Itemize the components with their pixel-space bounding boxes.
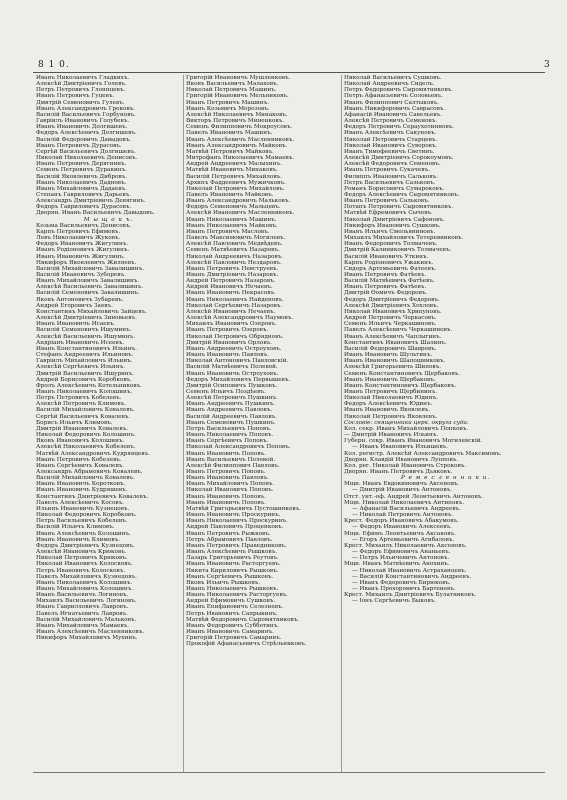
name-entry: Дворян. Иванъ Васильевичъ Давыдовъ. [36, 210, 155, 217]
name-entry: Николай Петровичъ Обрядновъ. [186, 333, 284, 340]
name-entry: Иванъ Алексѣевичъ Сакуновъ. [344, 130, 437, 137]
name-entry: Николай Дмитріевичъ Сафоновъ. [344, 216, 445, 223]
name-entry: Иванъ Ивановичъ Поповъ. [186, 450, 266, 457]
name-entry: Матвѣй Григорьевичъ Пустошинковъ. [186, 505, 302, 512]
name-entry: Василій Петровичъ Михайловъ. [186, 173, 282, 180]
name-entry: Иванъ Тимофеевичъ Светинъ. [344, 148, 435, 155]
name-entry: Яковъ Антоновичъ Зубаревъ. [36, 296, 124, 303]
name-entry: Федоръ Ивановичъ Жигулинъ. [36, 241, 129, 248]
name-entry: Дмитрій Осиповичъ Пушковъ. [186, 382, 278, 389]
name-entry: Иванъ Ивановичъ Климовъ. [36, 536, 120, 543]
name-entry: Мщн. Иванъ Матвѣевичъ Анохинъ. [344, 561, 450, 568]
name-entry: Александръ Абрамовичъ Ковалевъ. [36, 469, 143, 475]
name-entry: Алексѣй Григорьевичъ Шиповъ. [344, 364, 442, 371]
name-entry: Алексѣй Ивановичъ Масленниковъ. [186, 210, 295, 217]
name-entry: Семенъ Ильичъ Черкашиновъ. [344, 321, 437, 328]
name-entry: Яковъ Ивановичъ Колошинъ. [36, 438, 125, 445]
name-entry: — Дмитрій Ивановичъ Ильинъ. [344, 432, 439, 439]
name-entry: Павелъ Максимовичъ Могилевъ. [186, 235, 286, 242]
name-entry: Иванъ Ивановичъ Кудряшевъ. [36, 487, 128, 494]
name-entry: Иванъ Васильевичъ Логиновъ. [36, 592, 129, 599]
name-entry: Федоръ Алексѣевичъ Долгишевъ. [36, 130, 137, 137]
name-entry: Иванъ Николаевичъ Колошинъ. [36, 388, 133, 395]
name-entry: Фролъ Алексѣевичъ Котельниковъ. [36, 382, 143, 389]
name-entry: Федоръ Семеновичъ Мальцевъ. [186, 204, 281, 211]
name-entry: Иванъ Петровичъ Дурасовъ. [36, 142, 122, 149]
name-entry: Григорій Ивановичъ Мушленковъ. [186, 75, 291, 81]
name-entry: Николай Петровичъ Машинъ. [186, 87, 277, 94]
name-entry: Иванъ Козьмичъ Морозовъ. [186, 105, 270, 112]
name-entry: Иванъ Ивановичъ Расторгуевъ. [186, 561, 281, 568]
name-entry: Кол. регистр. Алексѣй Александровичъ Максимовъ. [344, 450, 502, 457]
name-entry: Алексѣй Дмитріевичъ Сорокоумовъ. [344, 155, 454, 162]
name-entry: Михаилъ Михайловичъ Тетеревниковъ. [344, 235, 464, 242]
name-entry: Алексѣй Николаевичъ Кобелевъ. [36, 444, 136, 451]
name-entry: Иванъ Гаврилловичъ Лавровъ. [36, 604, 129, 611]
name-entry: Дворян. Клавдій Ивановичъ Лупповъ. [344, 456, 459, 463]
name-entry: Василій Ильичъ Климовъ. [36, 524, 115, 531]
name-entry: Василій Ивановичъ Уткинъ. [344, 253, 429, 260]
name-entry: Матвѣй Ефремовичъ Сычевъ. [344, 210, 433, 217]
name-entry: Иванъ Петровичъ Поповъ. [186, 469, 266, 475]
name-entry: Павелъ Алексѣевичъ Черкашиновъ. [344, 327, 453, 334]
name-entry: Алексѣй Сергѣевичъ Ильинъ. [36, 364, 126, 371]
name-entry: Николай Петровичъ Старцевъ. [344, 136, 438, 143]
name-entry: Иванъ Николаевичъ Машинъ. [186, 216, 277, 223]
name-entry: Николай Петровичъ Михайловъ. [186, 185, 285, 192]
name-entry: Алексѣй Павловичъ Медвѣдевъ. [186, 241, 283, 248]
name-entry: Иванъ Ивановичъ Поповъ. [186, 493, 266, 500]
name-entry: — Егоръ Артемьевичъ Агибаловъ. [352, 536, 455, 543]
name-entry: Борисъ Ильичъ Климовъ. [36, 419, 113, 426]
name-entry: Иванъ Семеновичъ Пушкинъ. [186, 419, 276, 426]
name-entry: Василій Матвѣевичъ Фатѣевъ. [344, 278, 435, 285]
name-entry: Федоръ Гавриловичъ Дурасовъ. [36, 204, 132, 211]
name-entry: Петръ Федоровичъ Сыромятниковъ. [344, 87, 454, 94]
name-entry: Андрей Егоровичъ Заевъ. [36, 302, 113, 309]
name-entry: Филиппъ Ивановичъ Сальковъ. [344, 173, 438, 180]
name-entry: — Иванъ Прохоровичъ Бартеневъ. [352, 585, 456, 592]
name-entry: — Дмитрій Ивановичъ Антоновъ. [352, 487, 452, 494]
name-entry: Иванъ Филиппович Салтыковъ. [344, 99, 439, 106]
name-entry: Алексѣй Дмитріевичъ Голевъ. [36, 81, 127, 88]
name-entry: Петръ Васильевичъ Кобелевъ. [36, 518, 128, 525]
name-entry: Николай Петровичъ Крюковъ. [36, 555, 128, 562]
name-entry: Алексѣй Павловичъ Нездаровъ. [186, 259, 282, 266]
name-entry: — Петръ Ильичевичъ Антоновъ. [352, 555, 450, 562]
name-entry: Иванъ Ивановичъ Поповъ. [186, 499, 266, 506]
name-entry: Григорій Петровичъ Самаринъ. [186, 635, 282, 642]
name-entry: Иванъ Михайловичъ Колошинъ. [36, 585, 134, 592]
name-entry: Иванъ Ивановичъ Исаевъ. [36, 321, 116, 328]
name-entry: Николай Николаевичъ Юдинъ. [344, 395, 438, 402]
name-entry: Андрей Ефимовичъ Сушковъ. [186, 598, 276, 605]
name-entry: Иванъ Александровичъ Майковъ. [186, 142, 288, 149]
name-entry: — Іонъ Сергѣевичъ Быковъ. [352, 598, 437, 605]
name-entry: Иванъ Николаевичъ Майковъ. [186, 222, 278, 229]
name-entry: Иванъ Петровичъ Масловъ. [186, 228, 270, 235]
name-entry: Александръ Дмитріевичъ Девягинъ. [36, 198, 146, 205]
name-entry: Николай Васильевичъ Сушковъ. [344, 75, 442, 81]
name-entry: Иванъ Ивановичъ Некрасовъ. [186, 290, 276, 297]
name-entry: Алексѣй Ивановичъ Нечаевъ. [186, 308, 276, 315]
name-entry: Иванъ Николаевичъ Гладкихъ. [36, 75, 130, 81]
name-entry: Петръ Петровичъ Кобелевъ. [36, 395, 122, 402]
page-header-left: 8 1 0. [38, 60, 70, 70]
name-entry: Мщн. Ефимъ Леонтьевичъ Аксаковъ. [344, 530, 456, 537]
name-entry: Алексѣй Ивановичъ Крюковъ. [36, 549, 127, 556]
name-entry: Андрей Андреевичъ Малыхинъ. [186, 161, 282, 168]
name-entry: Василій Михайловичъ Мальковъ. [36, 616, 137, 623]
name-entry: Василій Федоровичъ Шавровъ. [344, 345, 437, 352]
name-entry: Иванъ Николаевичъ Поповъ. [186, 432, 274, 439]
name-entry: Петръ Ивановичъ Сапрыкинъ. [186, 610, 278, 617]
name-entry: Иванъ Федоровичъ Субботинъ. [186, 622, 280, 629]
name-entry: Василій Семеновичъ Завалишинъ. [36, 290, 140, 297]
name-entry: Губерн. секр. Иванъ Ивановичъ Могилевскій. [344, 438, 483, 445]
name-entry: Мщн. Иванъ Евдокимовичъ Аксеновъ. [344, 481, 460, 488]
name-entry: Кол. секр. Иванъ Михайловичъ Попковъ. [344, 425, 469, 432]
name-entry: — Василій Константиновичъ Андреевъ. [352, 573, 472, 580]
name-entry: Потапъ Петровичъ Сыромятниковъ. [344, 204, 454, 211]
name-entry: Василій Матвѣевичъ Полевой. [186, 364, 278, 371]
name-entry: Федоръ Алексѣевичъ Сыромятниковъ. [344, 191, 460, 198]
name-entry: Кол. рег. Николай Ивановичъ Строковъ. [344, 462, 467, 469]
name-entry: Василій Федоровичъ Давыдовъ. [36, 136, 132, 143]
name-entry: Иванъ Родіоновичъ Жигулинъ. [36, 247, 130, 254]
name-entry: Андрей Борисовичъ Коробковъ. [36, 376, 132, 383]
name-entry: Семенъ Ильичъ Поздѣевъ. [186, 388, 266, 395]
name-entry: Павелъ Алексѣевичъ Косовъ. [36, 499, 125, 506]
name-entry: Константинъ Михайловичъ Зайцевъ. [36, 308, 147, 315]
name-entry: Иванъ Алексѣевичъ Чаплыгинъ. [344, 333, 442, 340]
name-entry: Иванъ Ивановичъ Остроуховъ. [186, 370, 279, 377]
name-entry: Алексѣй Александровичъ Наумовъ. [186, 315, 294, 322]
name-entry: Федоръ Михайловичъ Первышевъ. [186, 376, 291, 383]
name-entry: Иванъ Петровичъ Щербининъ. [344, 388, 437, 395]
name-entry: Иванъ Ивановичъ Самаринъ. [186, 629, 274, 636]
name-entry: Семенъ Матвѣевичъ Назаровъ. [186, 247, 280, 254]
name-entry: Федоръ Алексѣевичъ Юдинъ. [344, 401, 433, 408]
name-entry: Николай Петровичъ Яковлевъ. [344, 413, 438, 420]
name-entry: Константинъ Ивановичъ Шалинъ. [344, 339, 447, 346]
name-entry: Лазарь Григорьевичъ Реутовъ. [186, 555, 279, 562]
name-entry: Иванъ Андреевичъ Пушкинъ. [186, 401, 276, 408]
name-entry: Андріанъ Ивановичъ Исеевъ. [36, 339, 125, 346]
name-entry: Никифоръ Михайловичъ Мухинъ. [36, 635, 138, 642]
name-entry: Иванъ Алексѣевичъ Колошинъ. [36, 530, 131, 537]
name-entry: Иванъ Александровичъ Мальковъ. [186, 198, 291, 205]
name-entry: Иванъ Николаевичъ Дадновъ. [36, 179, 127, 186]
footer-rule [33, 772, 545, 773]
name-entry: Иванъ Андреевичъ Остроуховъ. [186, 345, 282, 352]
name-entry: Иванъ Константиновичъ Щербаковъ. [344, 382, 457, 389]
name-entry: — Федоръ Ивановичъ Алексеевъ. [352, 524, 452, 531]
name-entry: Яковъ Васильевичъ Малаховъ. [186, 81, 279, 88]
name-entry: Иванъ Петровичъ Невструевъ. [186, 265, 279, 272]
name-entry: Павелъ Михайловичъ Кузнецовъ. [36, 573, 137, 580]
name-entry: Иванъ Ивановичъ Яковлевъ. [344, 407, 431, 414]
name-entry: Дмитрій Семеновичъ Гулевъ. [36, 99, 125, 106]
name-entry: Гавріилъ Ивановичъ Голубевъ. [36, 118, 130, 125]
name-entry: Матвѣй Федоровичъ Сыромятниковъ. [186, 616, 300, 623]
name-entry: Федоръ Дмитріевичъ Кузнецовъ. [36, 542, 135, 549]
name-entry: Афанасій Ивановичъ Савельевъ. [344, 111, 442, 118]
name-entry: Никифоръ Яковлевичъ Жиляевъ. [36, 259, 137, 266]
name-entry: Василій Михайловичъ Завалишинъ. [36, 265, 145, 272]
name-entry: Иванъ Николаевичъ Колошинъ. [36, 579, 133, 586]
name-entry: Николай Сергѣевичъ Назаровъ. [186, 302, 283, 309]
name-entry: Гавріилъ Михайловичъ Ильинъ. [36, 358, 133, 365]
name-entry: Иванъ Петровичъ Сукачевъ. [344, 167, 430, 174]
name-entry: Николай Андреевичъ Назаровъ. [186, 253, 284, 260]
name-entry: Иванъ Петровичъ Фатѣевъ. [344, 272, 427, 278]
name-entry: Иванъ Сергѣевичъ Рышковъ. [186, 573, 274, 580]
name-entry: Николай Александровичъ Поповъ. [186, 444, 291, 451]
name-entry: Романъ Борисовичъ Сумароковъ. [344, 185, 445, 192]
name-entry: Иванъ Алексѣевичъ Рышковъ. [186, 549, 278, 556]
name-entry: Николай Федоровичъ Коробковъ. [36, 512, 137, 519]
name-entry: Василій Ивановичъ Зуборевъ. [36, 272, 126, 278]
name-entry: Крест. Михаилъ Николаевичъ Аксеновъ. [344, 542, 467, 549]
name-entry: Иванъ Николаевичъ Расторгуевъ. [186, 592, 288, 599]
name-entry: Иванъ Николаевичъ Рышковъ. [186, 585, 279, 592]
name-entry: Иванъ Ивановичъ Проскуринъ. [186, 512, 281, 519]
name-entry: Андрей Петровичъ Назаровъ. [186, 278, 276, 285]
name-entry: Степанъ Гавриловичъ Дарьевъ. [36, 191, 132, 198]
section-heading: М ы щ о к ъ. [83, 216, 134, 223]
name-entry: Николай Ивановичъ Хрипуновъ. [344, 308, 442, 315]
name-entry: Яковъ Ильичъ Рышковъ. [186, 579, 261, 586]
name-entry: Матвѣй Ивановичъ Минаковъ. [186, 167, 278, 174]
name-entry: Иванъ Петровичъ Рыжковъ. [186, 530, 271, 537]
section-heading: Р е м е с л е н н и к и. [400, 475, 491, 482]
name-entry: Алексѣй Васильевичъ Завалишинъ. [36, 284, 144, 291]
name-entry: Никифоръ Ивановичъ Сушковъ. [344, 222, 441, 229]
name-entry: Иванъ Михайловичъ Поповъ. [186, 481, 275, 488]
name-entry: Павелъ Игнатьевичъ Лавровъ. [36, 610, 128, 617]
name-entry: Николай Федоровичъ Колошинъ. [36, 432, 136, 439]
name-entry: Дмитрій Ѳомичъ Федоровъ. [344, 290, 428, 297]
name-entry: — Федоръ Ефимовичъ Ананьевъ. [352, 549, 451, 556]
name-entry: Дмитрій Ивановичъ Орловъ. [186, 339, 272, 346]
name-entry: Алексѣй Дмитріевичъ Зиновьевъ. [36, 315, 137, 322]
name-entry: Иванъ Петровичъ Кобелевъ. [36, 456, 122, 463]
name-entry: Федоръ Петровичъ Сераухотинновъ. [344, 124, 455, 131]
name-entry: Иванъ Ивановичъ Шульгинъ. [344, 352, 433, 359]
name-entry: Павелъ Ивановичъ Майковъ. [186, 191, 274, 198]
name-entry: Матвѣй Александровичъ Кудрявцевъ. [36, 450, 150, 457]
name-entry: Отст. унт.-оф. Андрей Леонтьевичъ Антоновъ. [344, 493, 484, 500]
name-entry: Алексѣй Николаевичъ Минаковъ. [186, 111, 288, 118]
name-entry: Иванъ Андреевичъ Павловъ. [186, 407, 273, 414]
name-entry: Иванъ Сергѣевичъ Ковалевъ. [36, 462, 125, 469]
name-entry: Алексѣй Петровичъ Климовъ. [36, 401, 127, 408]
name-entry: Николай Ивановичъ Колосковъ. [36, 561, 133, 568]
name-entry: Иванъ Ивановичъ Павловъ. [186, 475, 269, 482]
section-note: Сословіе: священники церк. округа суда. [344, 419, 469, 426]
name-entry: Михаилъ Ивановичъ Озеровъ. [186, 321, 277, 328]
name-entry: Матвѣй Петровичъ Майковъ. [186, 148, 274, 155]
name-entry: Петръ Абрамовичъ Павловъ. [186, 536, 273, 543]
name-entry: Иванъ Михайловичъ Дадаевъ. [36, 185, 127, 192]
name-entry: Григорій Ивановичъ Мельниковъ. [186, 93, 289, 100]
name-entry: Сидоръ Артемьевичъ Фатеевъ. [344, 265, 437, 272]
name-entry: Иванъ Петровичъ Дерягиннъ. [36, 161, 127, 168]
name-entry: Иванъ Ивановичъ Шапошниковъ. [344, 358, 446, 365]
name-entry: Николай Ивановичъ Суворовъ. [344, 142, 438, 149]
name-entry: Мщн. Николай Николаевичъ Антиповъ. [344, 499, 465, 506]
name-entry: Иванъ Ивановичъ Павловъ. [186, 352, 269, 359]
name-entry: Николай Андреевичъ Сиделъ. [344, 81, 435, 88]
name-entry: Алексѣй Федоровичъ Семеновъ. [344, 161, 441, 168]
name-entry: Иванъ Петровичъ Фатѣевъ. [344, 284, 427, 291]
name-entry: Андрей Павловичъ Проценковъ. [186, 524, 284, 531]
name-entry: Василій Яковлевичъ Дибровъ. [36, 173, 128, 180]
name-entry: — Афанасій Васильевичъ Андреевъ. [352, 505, 461, 512]
name-entry: Крест. Михаилъ Дмитріевичъ Булатниковъ. [344, 592, 477, 599]
page-number: 3 [544, 60, 550, 70]
name-entry: Архипъ Фаддеевичъ Мужичковъ. [186, 179, 286, 186]
name-entry: Иванъ Николаевичъ Проскуринъ. [186, 518, 288, 525]
column-separator-2 [341, 75, 342, 772]
name-entry: Михаилъ Васильевичъ Логиновъ. [36, 598, 137, 605]
name-entry: Викторъ Петровичъ Миненковъ. [186, 118, 285, 125]
name-entry: Семенъ Петровичъ Дуракинъ. [36, 167, 128, 174]
header-rule [33, 72, 545, 73]
name-entry: Иванъ Ивановичъ Долгишевъ. [36, 124, 128, 131]
name-entry: Иванъ Петровичъ Машинъ. [186, 99, 269, 106]
name-entry: Иванъ Ильичъ Смольяниновъ. [344, 228, 436, 235]
name-entry: Константинъ Дмитріевичъ Ковалевъ. [36, 493, 149, 500]
name-entry: Левъ Николаевичъ Жуковъ. [36, 235, 121, 242]
name-entry: Петръ Ивановичъ Колосковъ. [36, 567, 126, 574]
name-entry: — Николай Петровичъ Антоновъ. [352, 512, 454, 519]
column-2 [186, 75, 339, 772]
name-entry: Иванъ Васильевичъ Полевой. [186, 456, 276, 463]
name-entry: Иванъ Ивановичъ Коротковъ. [36, 481, 126, 488]
name-entry: Алексѣй Васильевичъ Ишуминъ. [36, 333, 135, 340]
name-entry: — Иванъ Федоровичъ Бирюковъ. [352, 579, 451, 586]
name-entry: Павелъ Ивановичъ Машинъ. [186, 130, 273, 137]
name-entry: Козьма Васильевичъ Денисовъ. [36, 222, 132, 229]
name-entry: Петръ Васильевичъ Поповъ. [186, 425, 272, 432]
column-3 [344, 75, 547, 772]
name-entry: Василій Семеновичъ Ишуминъ. [36, 327, 132, 334]
name-entry: Дмитрій Васильевичъ Ишуринъ. [36, 370, 135, 377]
name-entry: Алексѣй Дмитріевичъ Хохловъ. [344, 302, 439, 309]
name-entry: Николай Ивановичъ Поповъ. [186, 487, 274, 494]
name-entry: Иванъ Александровичъ Грековъ. [36, 105, 136, 112]
name-entry: Федоръ Дмитріевичъ Федоровъ. [344, 296, 440, 303]
name-entry: Иванъ Епифановичъ Селезневъ. [186, 604, 284, 611]
name-entry: Василій Васильевичъ Горбуновъ. [36, 111, 136, 118]
name-entry: Алексѣй Петровичъ Семеновъ. [344, 118, 438, 125]
name-entry: Карпъ Петровичъ Ефимовъ. [36, 228, 121, 235]
name-entry: Иванъ Константиновичъ Ильинъ. [36, 345, 137, 352]
name-entry: Сергѣй Васильевичъ Долгишевъ. [36, 148, 136, 155]
name-entry: Карпъ Родіоновичъ Ужакинъ. [344, 259, 434, 266]
name-entry: Дворян. Иванъ Петровичъ Дьяковъ. [344, 469, 453, 475]
name-entry: Василій Михайловичъ Ковалевъ. [36, 475, 135, 482]
column-separator-1 [183, 75, 184, 772]
name-entry: Василій Михайловичъ Ковалевъ. [36, 407, 135, 414]
name-entry: Митрофанъ Николаевичъ Мамаевъ. [186, 155, 295, 162]
name-entry: Никита Кириловичъ Рышковъ. [186, 567, 279, 574]
name-entry: Иванъ Петровичъ Сальковъ. [344, 198, 430, 205]
name-entry: Петръ Афанасьевичъ Соловьевъ. [344, 93, 443, 100]
name-entry: Иванъ Петровичъ Озеровъ. [186, 327, 269, 334]
name-entry: Иванъ Федоровичъ Толмачевъ. [344, 241, 438, 248]
name-entry: Сергѣй Васильевичъ Ковалевъ. [36, 413, 131, 420]
name-entry: Крест. Федоръ Ивановичъ Абакумовъ. [344, 518, 459, 525]
name-entry: Андрей Петровичъ Черкасовъ. [344, 315, 437, 322]
name-entry: Николай Николаевичъ Денисовъ. [36, 155, 138, 162]
name-entry: Иванъ Петровичъ Праведниковъ. [186, 542, 287, 549]
name-entry: Иванъ Михайловичъ Мамаевъ. [36, 622, 130, 629]
name-entry: Николай Антоновичъ Павловскій. [186, 358, 289, 365]
name-entry: Иванъ Петровичъ Гуцевъ. [36, 93, 115, 100]
name-entry: Дмитрій Ивановичъ Ковалевъ. [36, 425, 129, 432]
name-entry: Прокофій Афанасьевичъ Стрѣльниковъ. [186, 641, 307, 648]
name-entry: Андрей Ивановичъ Нечаевъ. [186, 284, 273, 291]
name-entry: Иванъ Алексѣевичъ Масленниковъ. [36, 629, 145, 636]
name-entry: Семенъ Константиновичъ Щербаковъ. [344, 370, 461, 377]
name-entry: Иванъ Ивановичъ Щербаковъ. [344, 376, 436, 383]
name-entry: Иванъ Сергѣевичъ Поповъ. [186, 438, 269, 445]
name-entry: Петръ Васильевичъ Сальковъ. [344, 179, 436, 186]
column-1 [36, 75, 181, 772]
name-entry: Иванъ Никифоровичъ Саврасовъ. [344, 105, 446, 112]
name-entry: Петръ Петровичъ Глоннцевъ. [36, 87, 126, 94]
name-entry: — Николай Ивановичъ Астраханцевъ. [352, 567, 467, 574]
name-entry: Алексѣй Филиппович Павловъ. [186, 462, 280, 469]
name-entry: Ильинъ Ивановичъ Кузнецовъ. [36, 505, 130, 512]
name-entry: Иванъ Михайловичъ Завалишинъ. [36, 278, 140, 285]
name-entry: Иванъ Николаевичъ Найденовъ. [186, 296, 284, 303]
name-entry: — Иванъ Ивановичъ Ильишевъ. [352, 444, 448, 451]
name-entry: Иванъ Алексѣевичъ Масленниковъ. [186, 136, 295, 143]
name-entry: Иванъ Ивановичъ Жигулинъ. [36, 253, 125, 260]
name-entry: Семенъ Филипповичъ Мокроусовъ. [186, 124, 293, 131]
name-entry: Стефанъ Андреевичъ Ильиновъ. [36, 352, 134, 359]
name-entry: Василій Андреевичъ Павловъ. [186, 413, 277, 420]
name-entry: Иванъ Дмитріевичъ Назаровъ. [186, 272, 279, 278]
name-entry: Алексѣй Петровичъ Пушкинъ. [186, 395, 278, 402]
name-entry: Дмитрій Калиниковичъ Толмачевъ. [344, 247, 452, 254]
